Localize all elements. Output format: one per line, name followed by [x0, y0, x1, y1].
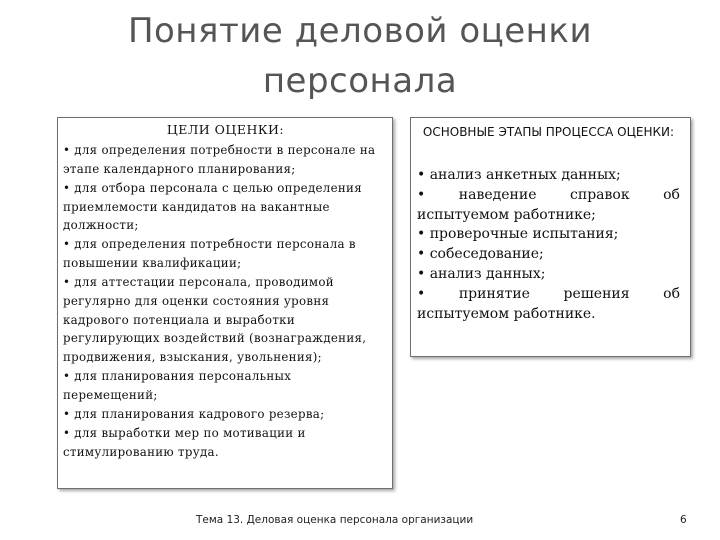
- goal-item: • для планирования кадрового резерва;: [63, 406, 325, 421]
- goal-item: • для определения потребности в персонале на этапе календарного планирования;: [63, 143, 376, 176]
- goal-item: • для отбора персонала с целью определения приемлемости кандидатов на вакантные должности;: [63, 180, 362, 233]
- stage-item: • анализ анкетных данных;: [417, 167, 621, 183]
- stage-item: • принятие решения об испытуемом работнике.: [417, 285, 680, 322]
- goal-item: • для аттестации персонала, проводимой регулярно для оценки состояния уровня кадрового потенциала и выработки регулирующих воздействий (вознаграждения, продвижения, взыскания, увольнения);: [63, 274, 367, 365]
- slide-title: [0, 6, 720, 106]
- assessment-goals-panel: [57, 117, 393, 489]
- assessment-stages-heading: ОСНОВНЫЕ ЭТАПЫ ПРОЦЕССА ОЦЕНКИ:: [422, 125, 675, 139]
- footer-topic: Тема 13. Деловая оценка персонала организации: [196, 514, 474, 526]
- assessment-stages-panel: [410, 117, 691, 357]
- stage-item: • проверочные испытания;: [417, 226, 619, 243]
- goal-item: • для выработки мер по мотивации и стимулированию труда.: [63, 425, 306, 459]
- stage-item: • собеседование;: [417, 246, 544, 263]
- slide-title-line-2: персонала: [262, 61, 458, 101]
- stage-item: • анализ данных;: [417, 265, 546, 282]
- assessment-goals-heading: ЦЕЛИ ОЦЕНКИ:: [166, 122, 285, 137]
- page-number: 6: [680, 514, 687, 526]
- goal-item: • для планирования персональных перемещений;: [63, 369, 292, 402]
- slide-title-line-1: Понятие деловой оценки: [127, 11, 593, 51]
- stage-item: • наведение справок об испытуемом работнике;: [417, 186, 680, 223]
- goal-item: • для определения потребности персонала в повышении квалификации;: [63, 237, 356, 271]
